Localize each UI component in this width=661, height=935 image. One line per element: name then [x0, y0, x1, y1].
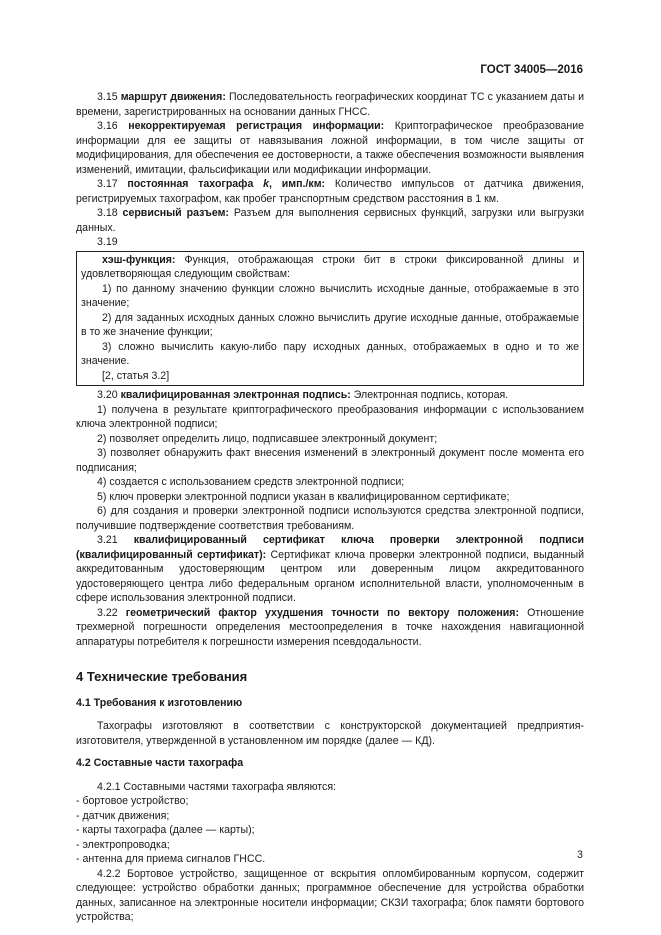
component-item-4: - электропроводка;: [76, 838, 170, 851]
component-item-1: - бортовое устройство;: [76, 795, 189, 807]
hash-function-definition: хэш-функция: Функция, отображающая строки бит в строки фиксированной длины и удовлетворяющая следующим свойствам:: [81, 253, 579, 280]
definition-3-19-number: 3.19: [97, 236, 118, 248]
section-4-2-1-text: 4.2.1 Составными частями тахографа являются:: [97, 780, 337, 793]
document-body: [76, 90, 584, 925]
definition-3-18: 3.18 сервисный разъем: Разъем для выполнения сервисных функций, загрузки или выгрузки данных.: [76, 207, 584, 234]
signature-item-4: 4) создается с использованием средств электронной подписи;: [97, 476, 405, 488]
signature-item-6: 6) для создания и проверки электронной подписи используются средства электронной подписи, получившие подтверждение соответствия требованиям.: [76, 505, 584, 532]
document-code: ГОСТ 34005—2016: [480, 64, 583, 76]
section-4-1-text: Тахографы изготовляют в соответствии с конструкторской документацией предприятия-изготовителя, утвержденной в установленном им порядке (далее — КД).: [76, 720, 584, 747]
section-4-heading: 4 Технические требования: [76, 669, 248, 684]
page-number: 3: [577, 849, 583, 861]
component-item-2: - датчик движения;: [76, 809, 170, 822]
definition-3-16: 3.16 некорректируемая регистрация информации: Криптографическое преобразование информации для ее защиты от навязывания ложной информации, в том числе защиты от модифицирования, для обеспечения ее достоверности, а также обеспечения возможности выявления изменений, имитации, фальсификации или модификации информации.: [76, 120, 585, 176]
definition-3-21: 3.21 квалифицированный сертификат ключа проверки электронной подписи (квалифицированный сертификат): Сертификат ключа проверки электронной подписи, выданный аккредитованным удостоверяющим центром или доверенным лицом аккредитованного удостоверяющего центра либо федеральным органом исполнительной власти, уполномоченным в сфере использования электронной подписи.: [76, 534, 584, 604]
hash-property-2: 2) для заданных исходных данных сложно вычислить другие исходные данные, отображаемые в то же значение функции;: [81, 311, 579, 338]
source-reference: [2, статья 3.2]: [102, 369, 170, 382]
signature-item-1: 1) получена в результате криптографического преобразования информации с использованием ключа электронной подписи;: [76, 403, 584, 430]
definition-3-15: 3.15 маршрут движения: Последовательность географических координат ТС с указанием даты и времени, зарегистрированных на основании данных ГНСС.: [76, 91, 584, 118]
definition-3-20: 3.20 квалифицированная электронная подпись: Электронная подпись, которая.: [97, 389, 509, 401]
signature-item-3: 3) позволяет обнаружить факт внесения изменений в электронный документ после момента его подписания;: [76, 447, 584, 474]
section-4-1-heading: 4.1 Требования к изготовлению: [76, 696, 243, 709]
section-4-2-2-text: 4.2.2 Бортовое устройство, защищенное от вскрытия опломбированным корпусом, содержит следующее: устройство обработки данных; программное обеспечение для устройства обработки данных, записанное на электронные носители информации; СКЗИ тахографа; блок памяти бортового устройства;: [76, 867, 584, 923]
component-item-5: - антенна для приема сигналов ГНСС.: [76, 853, 266, 865]
quoted-definition-box: [76, 251, 584, 387]
component-item-3: - карты тахографа (далее — карты);: [76, 824, 255, 836]
section-4-2-heading: 4.2 Составные части тахографа: [76, 757, 244, 769]
definition-3-22: 3.22 геометрический фактор ухудшения точности по вектору положения: Отношение трехмерной погрешности определения местоопределения в точке нахождения навигационной аппаратуры потребителя к погрешности измерения псевдодальности.: [76, 606, 584, 648]
hash-property-3: 3) сложно вычислить какую-либо пару исходных данных, отображаемых в одно и то же значение.: [81, 340, 579, 367]
signature-item-5: 5) ключ проверки электронной подписи указан в квалифицированном сертификате;: [97, 490, 510, 503]
signature-item-2: 2) позволяет определить лицо, подписавшее электронный документ;: [97, 432, 438, 445]
definition-3-17: 3.17 постоянная тахографа k, имп./км: Количество импульсов от датчика движения, регистрируемых тахографом, как пробег транспортным средством расстояния в 1 км.: [76, 178, 584, 205]
hash-property-1: 1) по данному значению функции сложно вычислить исходные данные, отображаемые в это значение;: [81, 282, 579, 309]
